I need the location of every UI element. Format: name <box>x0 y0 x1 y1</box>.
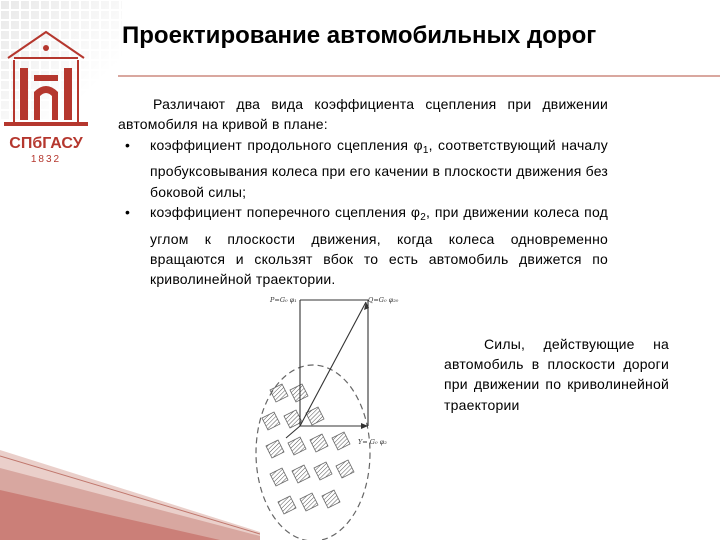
bullet-text-post: , при движении колеса под углом к плоскости движения, когда колеса одновременно вращаются и скользят вбок то есть автомобиль движется по криволинейной траектории. <box>150 204 608 288</box>
force-label-y: Y= G₀ φ₂ <box>358 438 387 446</box>
bullet-subscript: 2 <box>420 212 426 224</box>
bullet-text-post: , соответствующий началу пробуксовывания колеса при его качении в плоскости движения без боковой силы; <box>150 137 608 200</box>
figure-caption: Силы, действующие на автомобиль в плоскости дороги при движении по криволинейной траектории <box>444 336 669 413</box>
slide-title: Проектирование автомобильных дорог <box>122 22 597 49</box>
bullet-item-longitudinal <box>118 135 608 202</box>
bullet-item-transverse <box>118 202 608 290</box>
bullet-dot: • <box>125 204 131 221</box>
bullet-text-pre: коэффициент продольного сцепления φ <box>150 137 423 153</box>
intro-paragraph: Различают два вида коэффициента сцепления при движении автомобиля на кривой в плане: <box>118 96 608 133</box>
force-label-q: Q=G₀ φ₂₀ <box>368 296 399 304</box>
force-diagram-figure <box>240 278 420 540</box>
title-underline <box>118 75 720 77</box>
bullet-dot: • <box>125 137 131 153</box>
tread-blocks <box>262 384 354 514</box>
bullet-subscript: 1 <box>422 145 429 156</box>
university-logo <box>0 20 92 165</box>
force-label-p: P=G₀ φ₁ <box>270 296 297 304</box>
logo-text: СПбГАСУ <box>9 135 83 152</box>
logo-year: 1832 <box>30 154 62 165</box>
bullet-text-pre: коэффициент поперечного сцепления φ <box>150 204 421 221</box>
decorative-corner-stripes <box>0 450 260 540</box>
bullet-list <box>118 135 608 290</box>
